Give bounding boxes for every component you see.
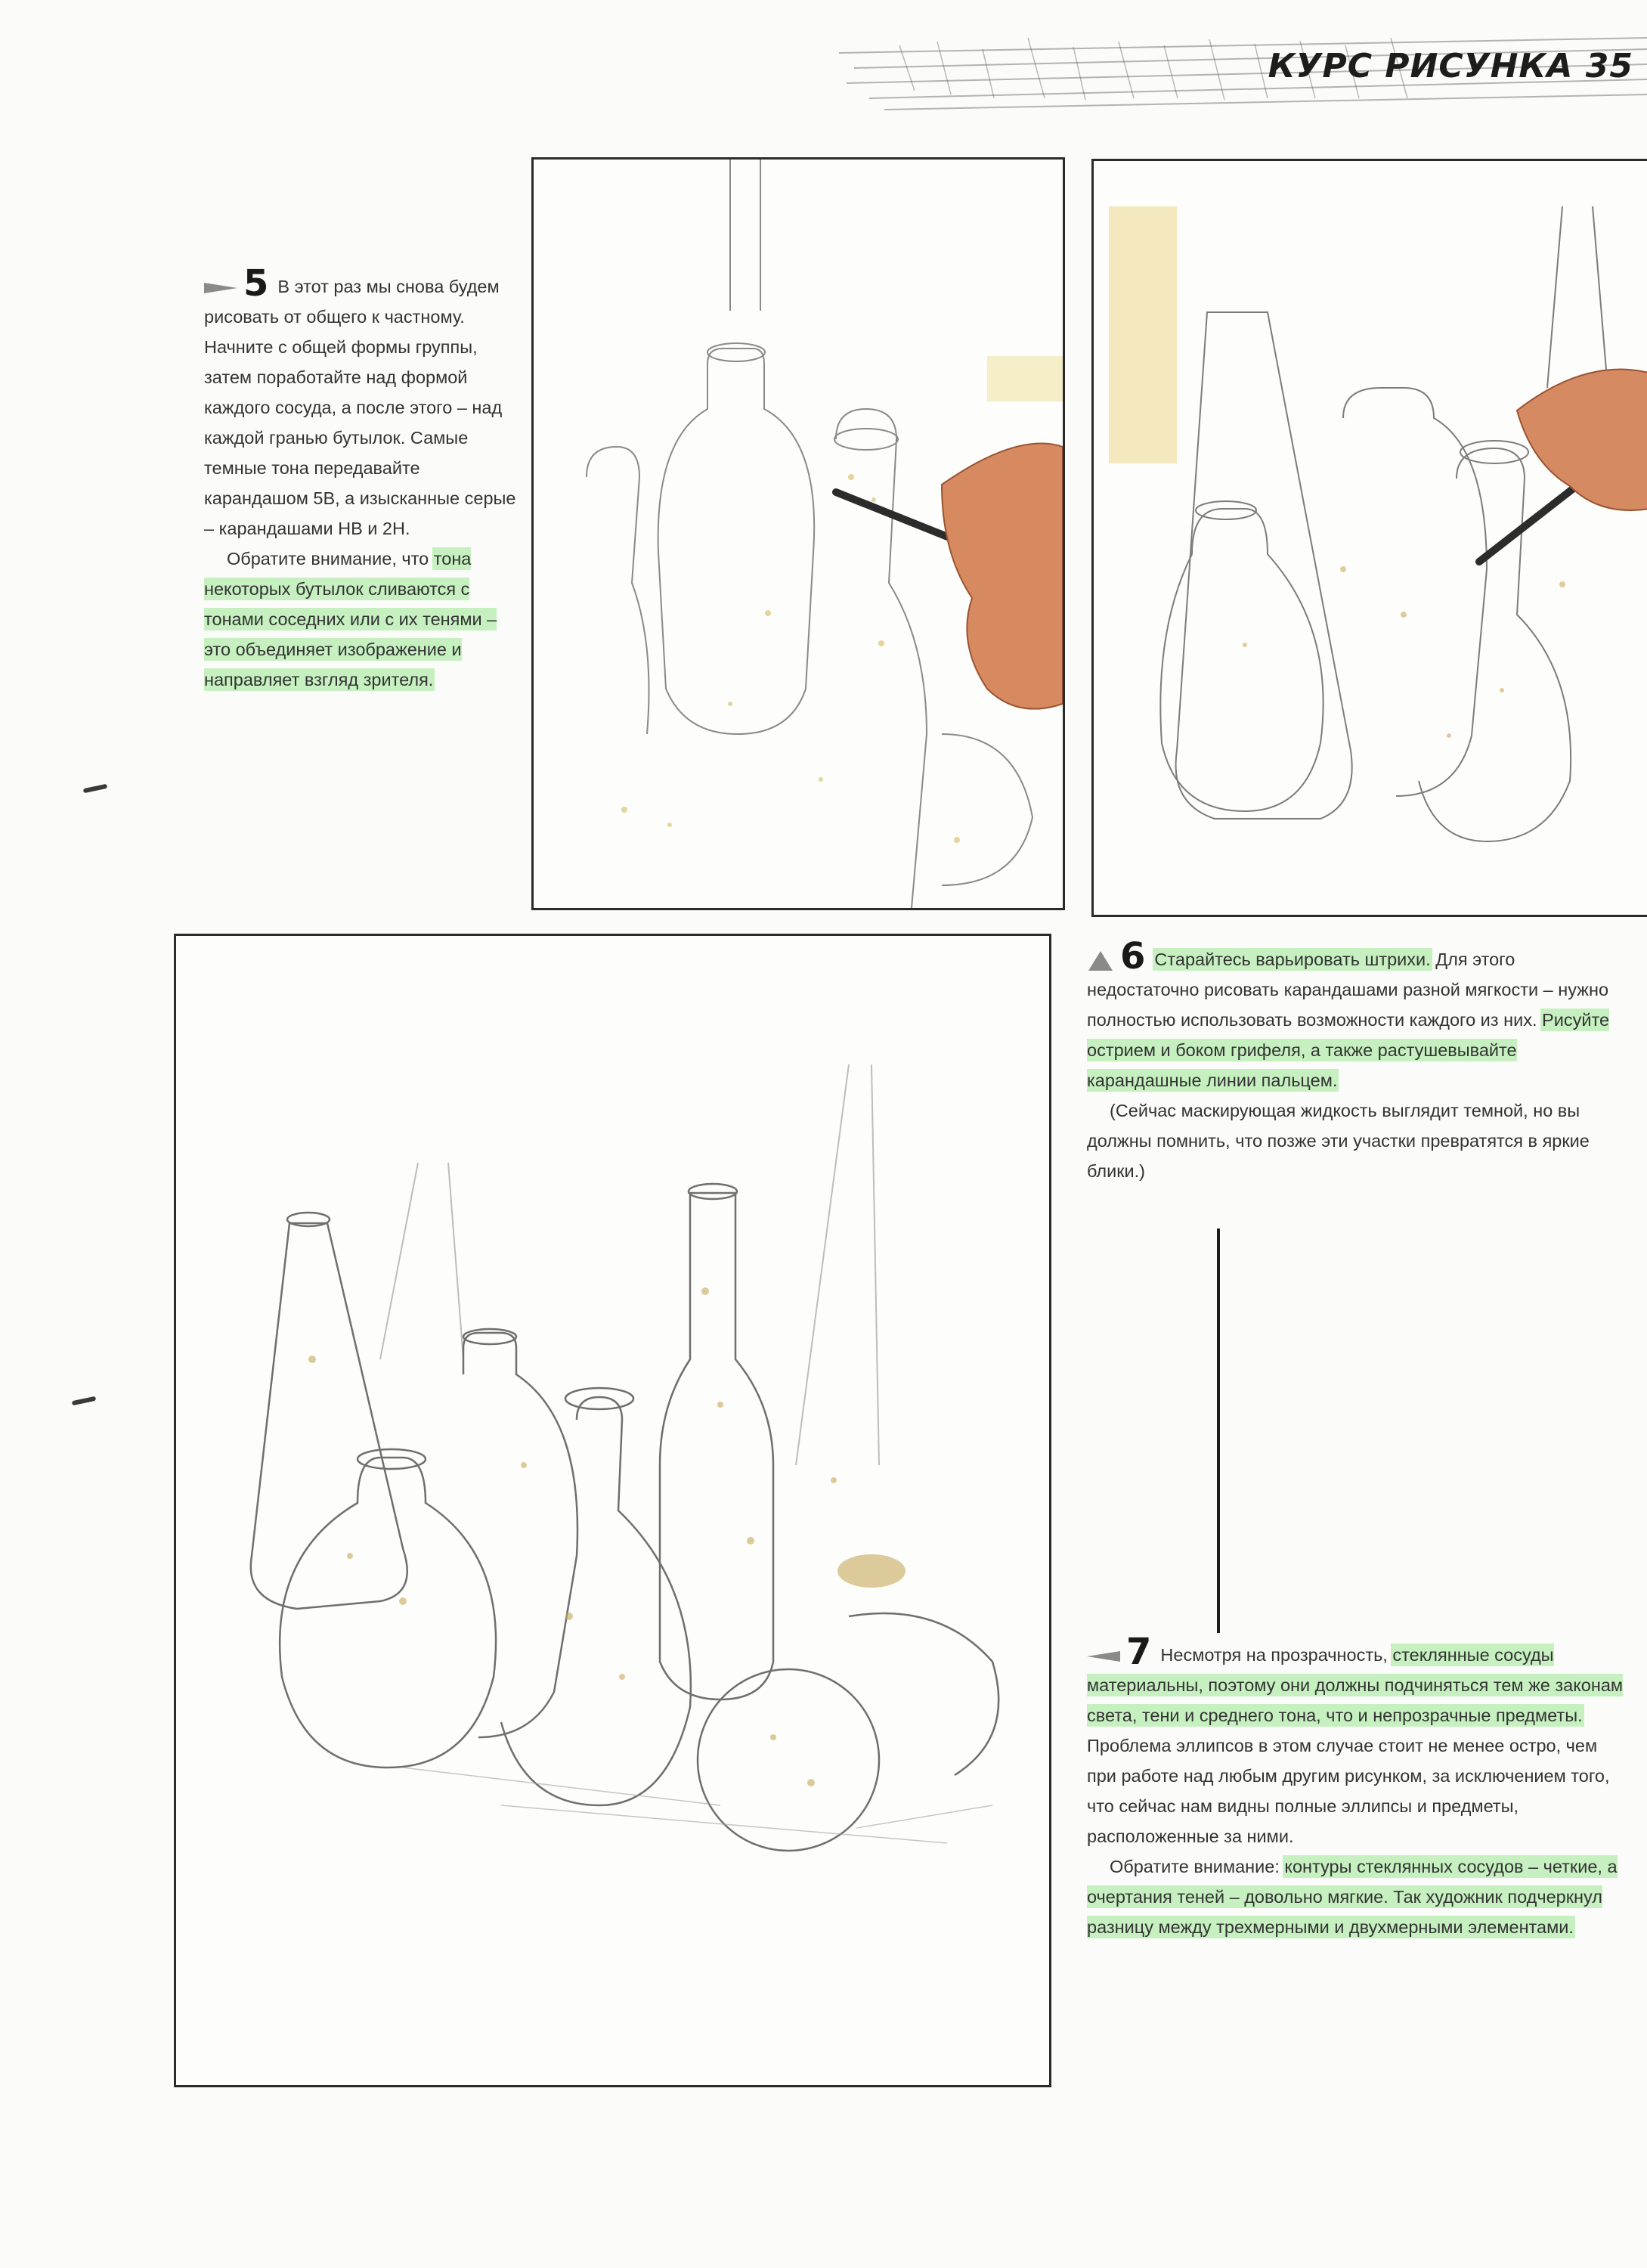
- step6-illustration: [1091, 159, 1647, 917]
- step7-text-block: [1087, 1631, 1624, 1942]
- step7-paragraph2-highlight: контуры стеклянных сосудов – четкие, а очертания теней – довольно мягкие. Так художник подчеркнул разницу между трехмерными и двухмерными элементами.: [1087, 1857, 1618, 1937]
- step7-paragraph2-plain: Обратите внимание:: [1110, 1857, 1285, 1876]
- margin-mark: [72, 1396, 97, 1406]
- step5-number: 5: [243, 262, 269, 305]
- round-flask-center: [501, 1397, 691, 1805]
- hand-with-pencil: [836, 444, 1063, 709]
- step6-paragraph1-plain: Для этого недостаточно рисовать карандашами разной мягкости – нужно полностью использовать возможности каждого из них.: [1087, 950, 1609, 1030]
- page-header-title: КУРС РИСУНКА 35: [1268, 47, 1633, 85]
- step5-text-block: [204, 262, 522, 695]
- round-flask-left: [280, 1458, 496, 1768]
- arrow-left-marker-icon: [1087, 1649, 1120, 1664]
- step6-sketch: [1094, 161, 1647, 915]
- glass-ball: [698, 1669, 879, 1851]
- vertical-divider: [1217, 1228, 1220, 1633]
- masking-tape: [1109, 206, 1177, 463]
- arrow-up-marker-icon: [1087, 950, 1114, 972]
- step5-paragraph2-plain: Обратите внимание, что: [227, 549, 434, 569]
- step6-number: 6: [1120, 935, 1146, 978]
- step7-illustration: [174, 934, 1051, 2087]
- step5-illustration: [531, 157, 1065, 910]
- step6-highlight-b: Рисуйте острием и боком грифеля, а также растушевывайте карандашные линии пальцем.: [1087, 1010, 1610, 1090]
- tall-conical-bottle: [251, 1223, 407, 1609]
- step6-highlight-a: Старайтесь варьировать штрихи.: [1154, 950, 1431, 969]
- step5-paragraph2-highlight: тона некоторых бутылок сливаются с тонами соседних или с их тенями – это объединяет изображение и направляет взгляд зрителя.: [204, 549, 497, 689]
- margin-mark: [83, 784, 108, 794]
- step6-text-block: [1087, 935, 1616, 1186]
- step5-sketch: [534, 160, 1063, 908]
- step5-paragraph1: В этот раз мы снова будем рисовать от общего к частному. Начните с общей формы группы, затем поработайте над формой каждого сосуда, а после этого – над каждой гранью бутылок. Самые темные тона передавайте карандашом 5В, а изысканные серые – карандашами НВ и 2Н.: [204, 277, 516, 538]
- step7-sketch: [176, 936, 1049, 2085]
- step6-paragraph2: (Сейчас маскирующая жидкость выглядит темной, но вы должны помнить, что позже эти участки превратятся в яркие блики.): [1087, 1101, 1590, 1181]
- step7-paragraph1-highlight: стеклянные сосуды материальны, поэтому они должны подчиняться тем же законам света, тени и среднего тона, что и непрозрачные предметы.: [1087, 1645, 1624, 1725]
- hand-with-pencil-2: [1479, 370, 1647, 562]
- step7-number: 7: [1126, 1631, 1152, 1673]
- step7-paragraph1-plain: Несмотря на прозрачность,: [1160, 1645, 1393, 1665]
- arrow-right-marker-icon: [204, 280, 237, 296]
- wine-bottle: [660, 1193, 773, 1699]
- step7-paragraph1-rest: Проблема эллипсов в этом случае стоит не менее остро, чем при работе над любым другим рисунком, за исключением того, что сейчас нам видны полные эллипсы и предметы, расположенные за ними.: [1087, 1736, 1610, 1846]
